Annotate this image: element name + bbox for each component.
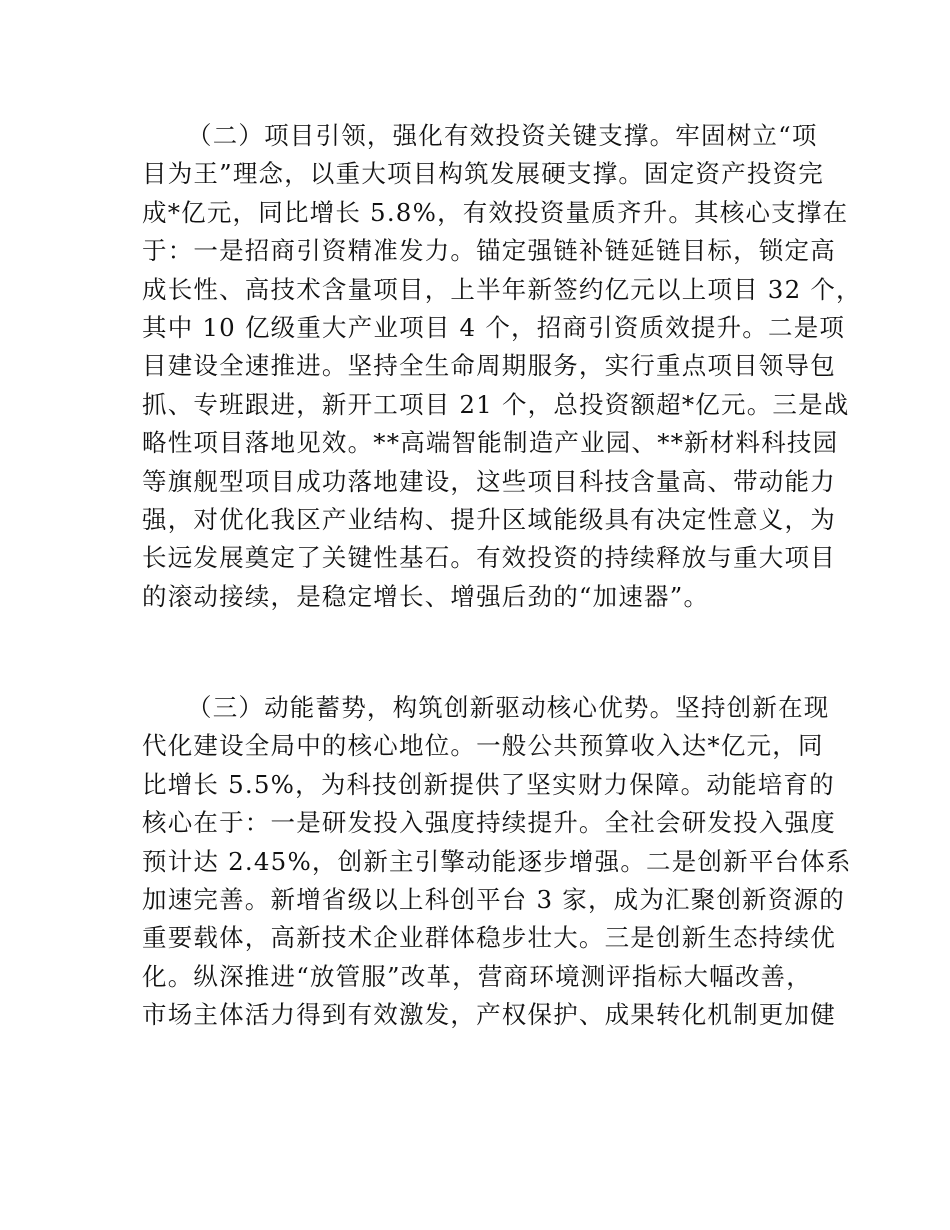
paragraph-line: （二）项目引领，强化有效投资关键支撑。牢固树立“项 [187, 121, 818, 150]
paragraph-line: 成*亿元，同比增长 5.8%，有效投资量质齐升。其核心支撑在 [142, 197, 849, 227]
paragraph-line: 抓、专班跟进，新开工项目 21 个，总投资额超*亿元。三是战 [142, 389, 850, 419]
paragraph-line: 加速完善。新增省级以上科创平台 3 家，成为汇聚创新资源的 [142, 884, 845, 914]
paragraph-line: 略性项目落地见效。**高端智能制造产业园、**新材料科技园 [142, 428, 839, 458]
paragraph-line: 等旗舰型项目成功落地建设，这些项目科技含量高、带动能力 [142, 466, 836, 496]
paragraph-line: 化。纵深推进“放管服”改革，营商环境测评指标大幅改善， [142, 961, 812, 991]
paragraph-line: 代化建设全局中的核心地位。一般公共预算收入达*亿元，同 [142, 731, 824, 761]
paragraph-momentum-innovation [142, 689, 852, 1035]
paragraph-line: 的滚动接续，是稳定增长、增强后劲的“加速器”。 [142, 581, 710, 611]
paragraph-line: 强，对优化我区产业结构、提升区域能级具有决定性意义，为 [142, 504, 836, 534]
paragraph-line: （三）动能蓄势，构筑创新驱动核心优势。坚持创新在现 [187, 693, 830, 722]
paragraph-line: 于：一是招商引资精准发力。锚定强链补链延链目标，锁定高 [142, 236, 836, 266]
paragraph-line: 长远发展奠定了关键性基石。有效投资的持续释放与重大项目 [142, 543, 836, 573]
paragraph-line: 比增长 5.5%，为科技创新提供了坚实财力保障。动能培育的 [142, 769, 835, 799]
paragraph-line: 市场主体活力得到有效激发，产权保护、成果转化机制更加健 [142, 1000, 836, 1030]
paragraph-line: 核心在于：一是研发投入强度持续提升。全社会研发投入强度 [142, 808, 836, 838]
paragraph-line: 其中 10 亿级重大产业项目 4 个，招商引资质效提升。二是项 [142, 312, 846, 342]
paragraph-line: 目为王”理念，以重大项目构筑发展硬支撑。固定资产投资完 [142, 159, 824, 189]
paragraph-project-leading [142, 117, 862, 616]
paragraph-line: 预计达 2.45%，创新主引擎动能逐步增强。二是创新平台体系 [142, 846, 852, 876]
paragraph-line: 成长性、高技术含量项目，上半年新签约亿元以上项目 32 个， [142, 274, 862, 304]
paragraph-line: 目建设全速推进。坚持全生命周期服务，实行重点项目领导包 [142, 351, 836, 381]
paragraph-line: 重要载体，高新技术企业群体稳步壮大。三是创新生态持续优 [142, 923, 836, 953]
